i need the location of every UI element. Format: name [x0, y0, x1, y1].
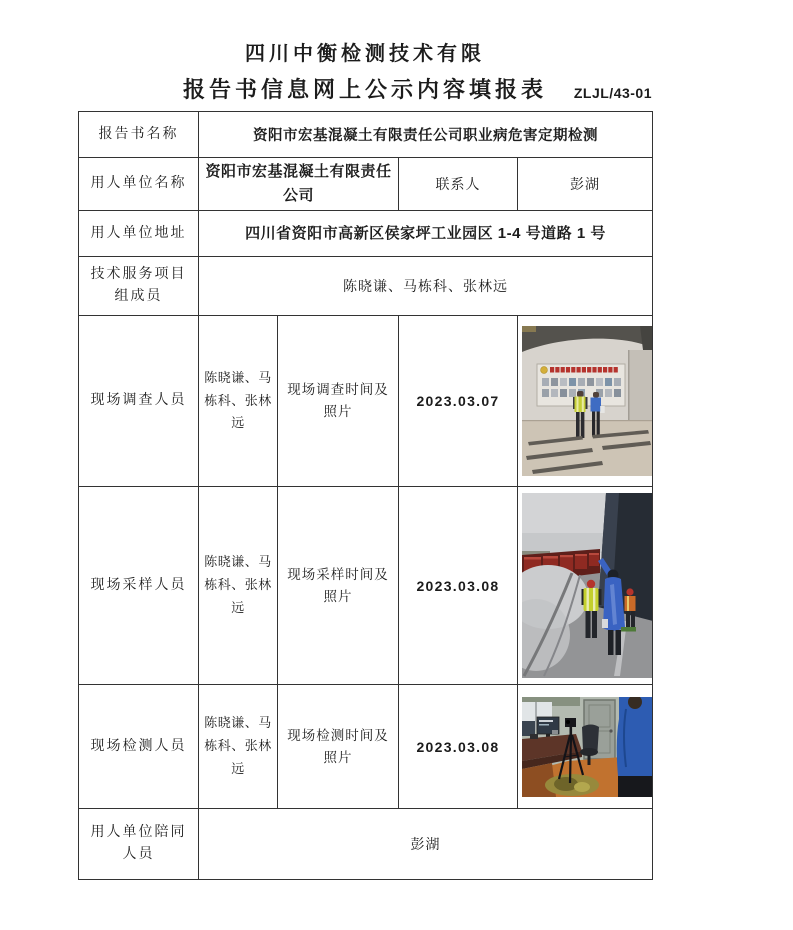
testing-photo-cell	[518, 685, 653, 809]
employer-address-label: 用人单位地址	[79, 211, 199, 257]
sampling-staff: 陈晓谦、马栋科、张林远	[199, 487, 278, 685]
sampling-time-label: 现场采样时间及照片	[278, 487, 399, 685]
form-title: 报告书信息网上公示内容填报表	[182, 77, 547, 102]
outdoor-sampling-photo	[522, 493, 653, 678]
survey-date: 2023.03.07	[399, 316, 518, 487]
doc-code: ZLJL/43-01	[573, 85, 652, 101]
sampling-label: 现场采样人员	[79, 487, 199, 685]
document-header	[78, 42, 652, 103]
testing-time-label: 现场检测时间及照片	[278, 685, 399, 809]
employer-name-label: 用人单位名称	[79, 158, 199, 211]
sampling-date: 2023.03.08	[399, 487, 518, 685]
employer-name-value: 资阳市宏基混凝土有限责任公司	[199, 158, 399, 211]
company-title: 四川中衡检测技术有限	[245, 43, 485, 65]
survey-photo-cell	[518, 316, 653, 487]
accompany-name: 彭湖	[199, 809, 653, 880]
team-members: 陈晓谦、马栋科、张林远	[199, 257, 653, 316]
survey-row	[79, 316, 653, 487]
contact-value: 彭湖	[518, 158, 653, 211]
survey-time-label: 现场调查时间及照片	[278, 316, 399, 487]
accompany-row	[79, 809, 653, 880]
report-name-row	[79, 112, 653, 158]
sampling-photo-cell	[518, 487, 653, 685]
employer-address-value: 四川省资阳市高新区侯家坪工业园区 1-4 号道路 1 号	[199, 211, 653, 257]
survey-label: 现场调查人员	[79, 316, 199, 487]
form-table	[78, 111, 653, 880]
team-label: 技术服务项目组成员	[79, 257, 199, 316]
contact-label: 联系人	[399, 158, 518, 211]
employer-name-row	[79, 158, 653, 211]
lobby-inspection-photo	[522, 326, 653, 476]
employer-address-row	[79, 211, 653, 257]
report-name-label: 报告书名称	[79, 112, 199, 158]
accompany-label: 用人单位陪同人员	[79, 809, 199, 880]
team-row	[79, 257, 653, 316]
report-name-value: 资阳市宏基混凝土有限责任公司职业病危害定期检测	[199, 112, 653, 158]
testing-date: 2023.03.08	[399, 685, 518, 809]
sampling-row	[79, 487, 653, 685]
testing-label: 现场检测人员	[79, 685, 199, 809]
testing-row	[79, 685, 653, 809]
survey-staff: 陈晓谦、马栋科、张林远	[199, 316, 278, 487]
form-title-row	[78, 73, 652, 103]
indoor-testing-photo	[522, 697, 653, 797]
testing-staff: 陈晓谦、马栋科、张林远	[199, 685, 278, 809]
